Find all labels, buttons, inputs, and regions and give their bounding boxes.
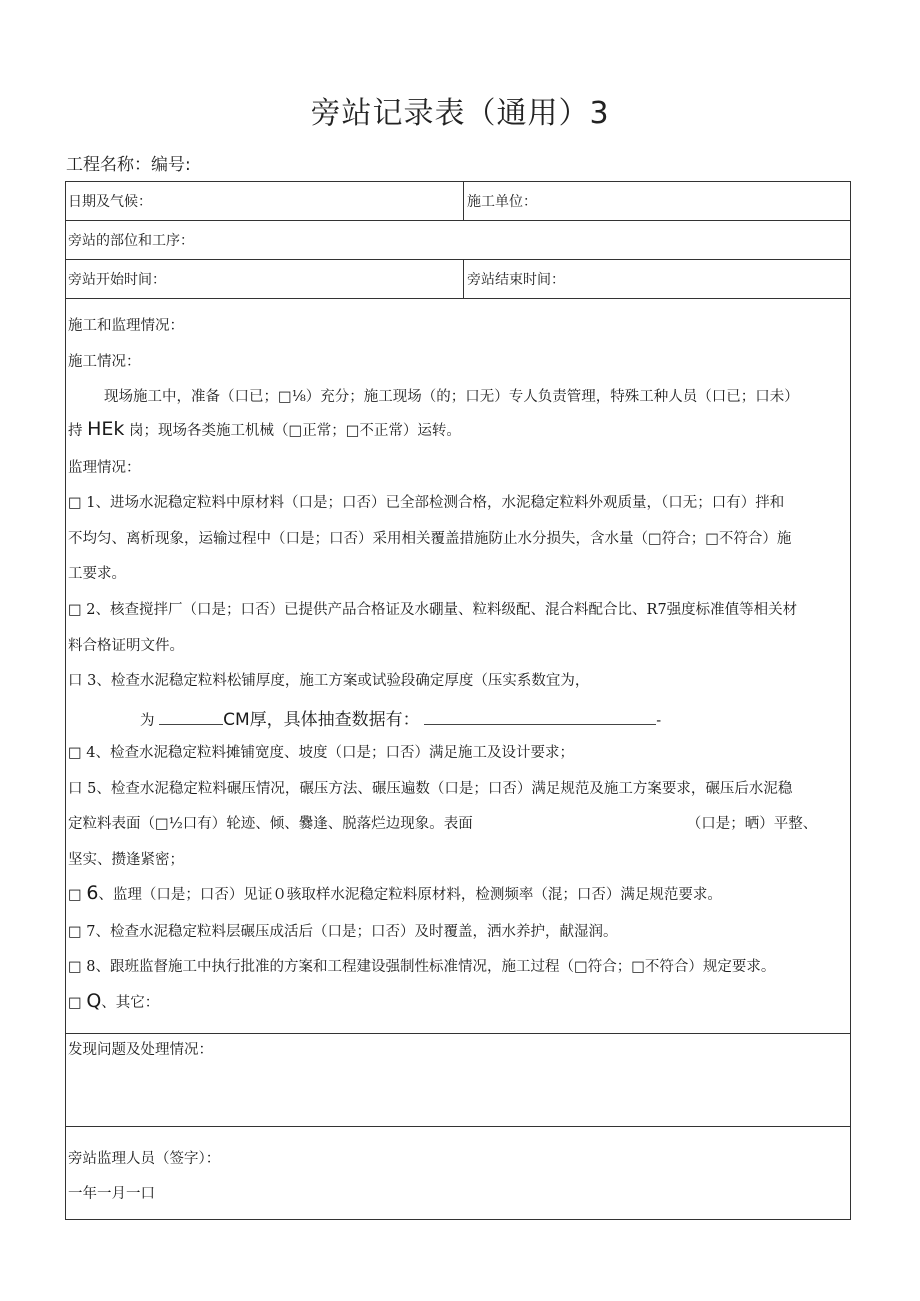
text-part: Q <box>86 990 102 1012</box>
end-time-label: 旁站结束时间： <box>467 272 565 288</box>
part-process-label: 旁站的部位和工序： <box>68 233 194 249</box>
text-part: （口是；晒）平整、 <box>686 816 818 832</box>
project-name-number: 工程名称：编号: <box>66 155 191 175</box>
item-7: □ 7、检查水泥稳定粒料层碾压成活后（口是；口否）及时覆盖，洒水养护，献湿润。 <box>68 924 618 940</box>
item-2-line-2: 料合格证明文件。 <box>68 638 184 654</box>
text-part: HEk <box>87 418 125 440</box>
text-part: 定粒料表面（□½口有）轮迹、倾、爨逢、脱落烂边现象。表面 <box>68 816 473 832</box>
date-weather-label: 日期及气候： <box>68 194 152 210</box>
construction-unit-label: 施工单位： <box>467 194 537 210</box>
text-part: CM厚，具体抽查数据有： <box>223 710 420 730</box>
text-part: 持 <box>68 423 83 439</box>
item-5-line-2 <box>68 812 817 833</box>
item-5-line-3: 坚实、攒逢紧密； <box>68 852 184 868</box>
checkbox-glyph[interactable]: □ <box>68 995 82 1011</box>
row-time <box>66 260 850 299</box>
page-title: 旁站记录表（通用）3 <box>310 96 610 131</box>
divider <box>463 182 464 220</box>
construction-line-1: 现场施工中，准备（口已；□⅛）充分；施工现场（的；口无）专人负责管理，特殊工种人员（口已；口未） <box>104 389 799 405</box>
record-form <box>65 181 851 1220</box>
start-time-label: 旁站开始时间： <box>68 272 166 288</box>
item-6 <box>68 882 722 904</box>
item-1-line-2: 不均匀、离析现象，运输过程中（口是；口否）采用相关覆盖措施防止水分损失，含水量（□符合；□不符合）施 <box>68 531 792 547</box>
text-part: 、监理（口是；口否）见证０骇取样水泥稳定粒料原材料，检测频率（混；口否）满足规范要求。 <box>98 887 722 903</box>
item-4: □ 4、检查水泥稳定粒料摊铺宽度、坡度（口是；口否）满足施工及设计要求； <box>68 745 575 761</box>
row-part-process <box>66 221 850 260</box>
start-time-field[interactable] <box>66 260 463 298</box>
text-part: 岗；现场各类施工机械（□正常；□不正常）运转。 <box>129 423 461 439</box>
text-part: 、其它： <box>101 995 160 1011</box>
item-8: □ 8、跟班监督施工中执行批准的方案和工程建设强制性标准情况，施工过程（□符合；□不符合）规定要求。 <box>68 959 776 975</box>
item-1-line-3: 工要求。 <box>68 566 126 582</box>
issues-label: 发现问题及处理情况： <box>68 1042 213 1058</box>
text-part: 6 <box>86 882 99 904</box>
checkbox-glyph[interactable]: □ <box>68 887 82 903</box>
sign-label[interactable]: 旁站监理人员（签字）： <box>68 1151 221 1167</box>
row-date-unit <box>66 182 850 221</box>
construction-unit-field[interactable] <box>465 182 847 220</box>
construction-line-2 <box>68 418 461 440</box>
item-1-line-1: □ 1、进场水泥稳定粒料中原材料（口是；口否）已全部检测合格，水泥稳定粒料外观质量，（口无；口有）拌和 <box>68 495 785 511</box>
item-5-line-1: 口 5、检查水泥稳定粒料碾压情况，碾压方法、碾压遍数（口是；口否）满足规范及施工方案要求，碾压后水泥稳 <box>68 781 793 797</box>
date-weather-field[interactable] <box>66 182 463 220</box>
sample-data-blank[interactable] <box>424 712 656 725</box>
construction-title: 施工情况： <box>68 354 141 370</box>
row-issues[interactable] <box>66 1034 850 1127</box>
text-part: - <box>656 713 662 729</box>
row-situation <box>66 299 850 1034</box>
text-part: 为 <box>140 713 155 729</box>
row-signature <box>66 1127 850 1219</box>
thickness-blank[interactable] <box>159 712 223 725</box>
supervision-title: 监理情况： <box>68 460 141 476</box>
item-9 <box>68 990 159 1012</box>
end-time-field[interactable] <box>465 260 847 298</box>
item-2-line-1: □ 2、核查搅拌厂（口是；口否）已提供产品合格证及水硼量、粒料级配、混合料配合比、R7强度标准值等相关材 <box>68 602 798 618</box>
item-3-line-1: 口 3、检查水泥稳定粒料松铺厚度，施工方案或试验段确定厚度（压实系数宜为， <box>68 673 590 689</box>
item-3-line-2 <box>140 705 661 730</box>
part-process-field[interactable] <box>66 221 848 259</box>
date-line[interactable]: 一年一月一口 <box>68 1186 155 1202</box>
section-title: 施工和监理情况： <box>68 318 184 334</box>
divider <box>463 260 464 298</box>
